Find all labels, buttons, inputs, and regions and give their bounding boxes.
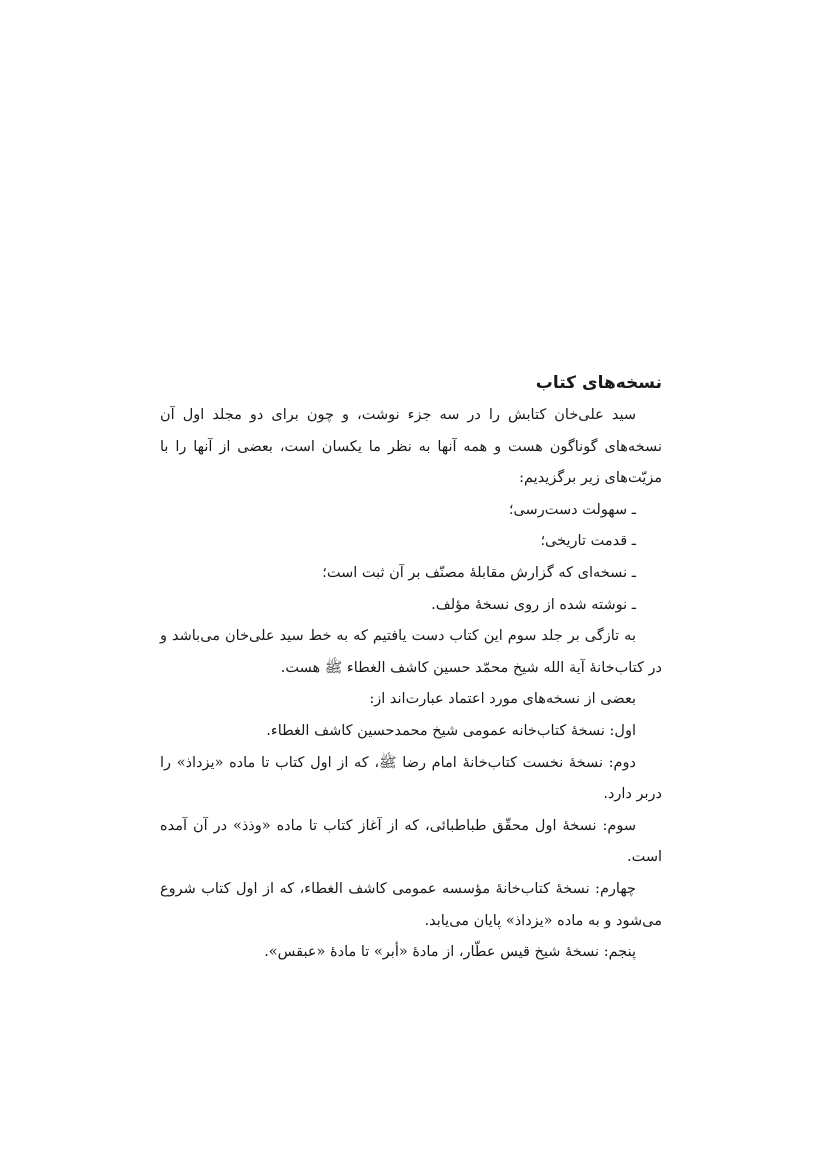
manuscript-fourth: چهارم: نسخهٔ کتاب‌خانهٔ مؤسسه عمومی کاشف الغطاء، که از اول کتاب شروع می‌شود و به ماده «یزداذ» پایان می‌یابد. — [160, 880, 662, 929]
section-heading: نسخه‌های کتاب — [535, 373, 662, 393]
third-volume-paragraph: به تازگی بر جلد سوم این کتاب دست یافتیم که به خط سید علی‌خان می‌باشد و در کتاب‌خانهٔ آیة الله شیخ محمّد حسین کاشف الغطاء ﷺ هست. — [160, 628, 662, 676]
manuscript-first: اول: نسخهٔ کتاب‌خانه عمومی شیخ محمدحسین کاشف الغطاء. — [266, 722, 636, 739]
manuscript-third: سوم: نسخهٔ اول محقّق طباطبائی، که از آغاز کتاب تا ماده «وذذ» در آن آمده است. — [160, 817, 662, 866]
criteria-item-accessibility: ـ سهولت دست‌رسی؛ — [508, 501, 636, 518]
manuscript-second: دوم: نسخهٔ نخست کتاب‌خانهٔ امام رضا ﷺ، که از اول کتاب تا ماده «یزداذ» را دربر دارد. — [160, 754, 662, 803]
criteria-item-collation: ـ نسخه‌ای که گزارش مقابلهٔ مصنّف بر آن ثبت است؛ — [322, 564, 636, 581]
criteria-item-author-copy: ـ نوشته شده از روی نسخهٔ مؤلف. — [431, 596, 636, 613]
intro-paragraph: سید علی‌خان کتابش را در سه جزء نوشت، و چون برای دو مجلد اول آن نسخه‌های گوناگون هست و همه آنها به نظر ما یکسان است، بعضی از آنها را با مزیّت‌های زیر برگزیدیم: — [160, 407, 662, 487]
manuscript-fifth: پنجم: نسخهٔ شیخ قیس عطّار، از مادهٔ «أبر» تا مادهٔ «عبقس». — [264, 944, 636, 961]
criteria-item-antiquity: ـ قدمت تاریخی؛ — [540, 533, 636, 550]
manuscripts-intro: بعضی از نسخه‌های مورد اعتماد عبارت‌اند از: — [369, 691, 636, 708]
document-body — [160, 368, 662, 969]
